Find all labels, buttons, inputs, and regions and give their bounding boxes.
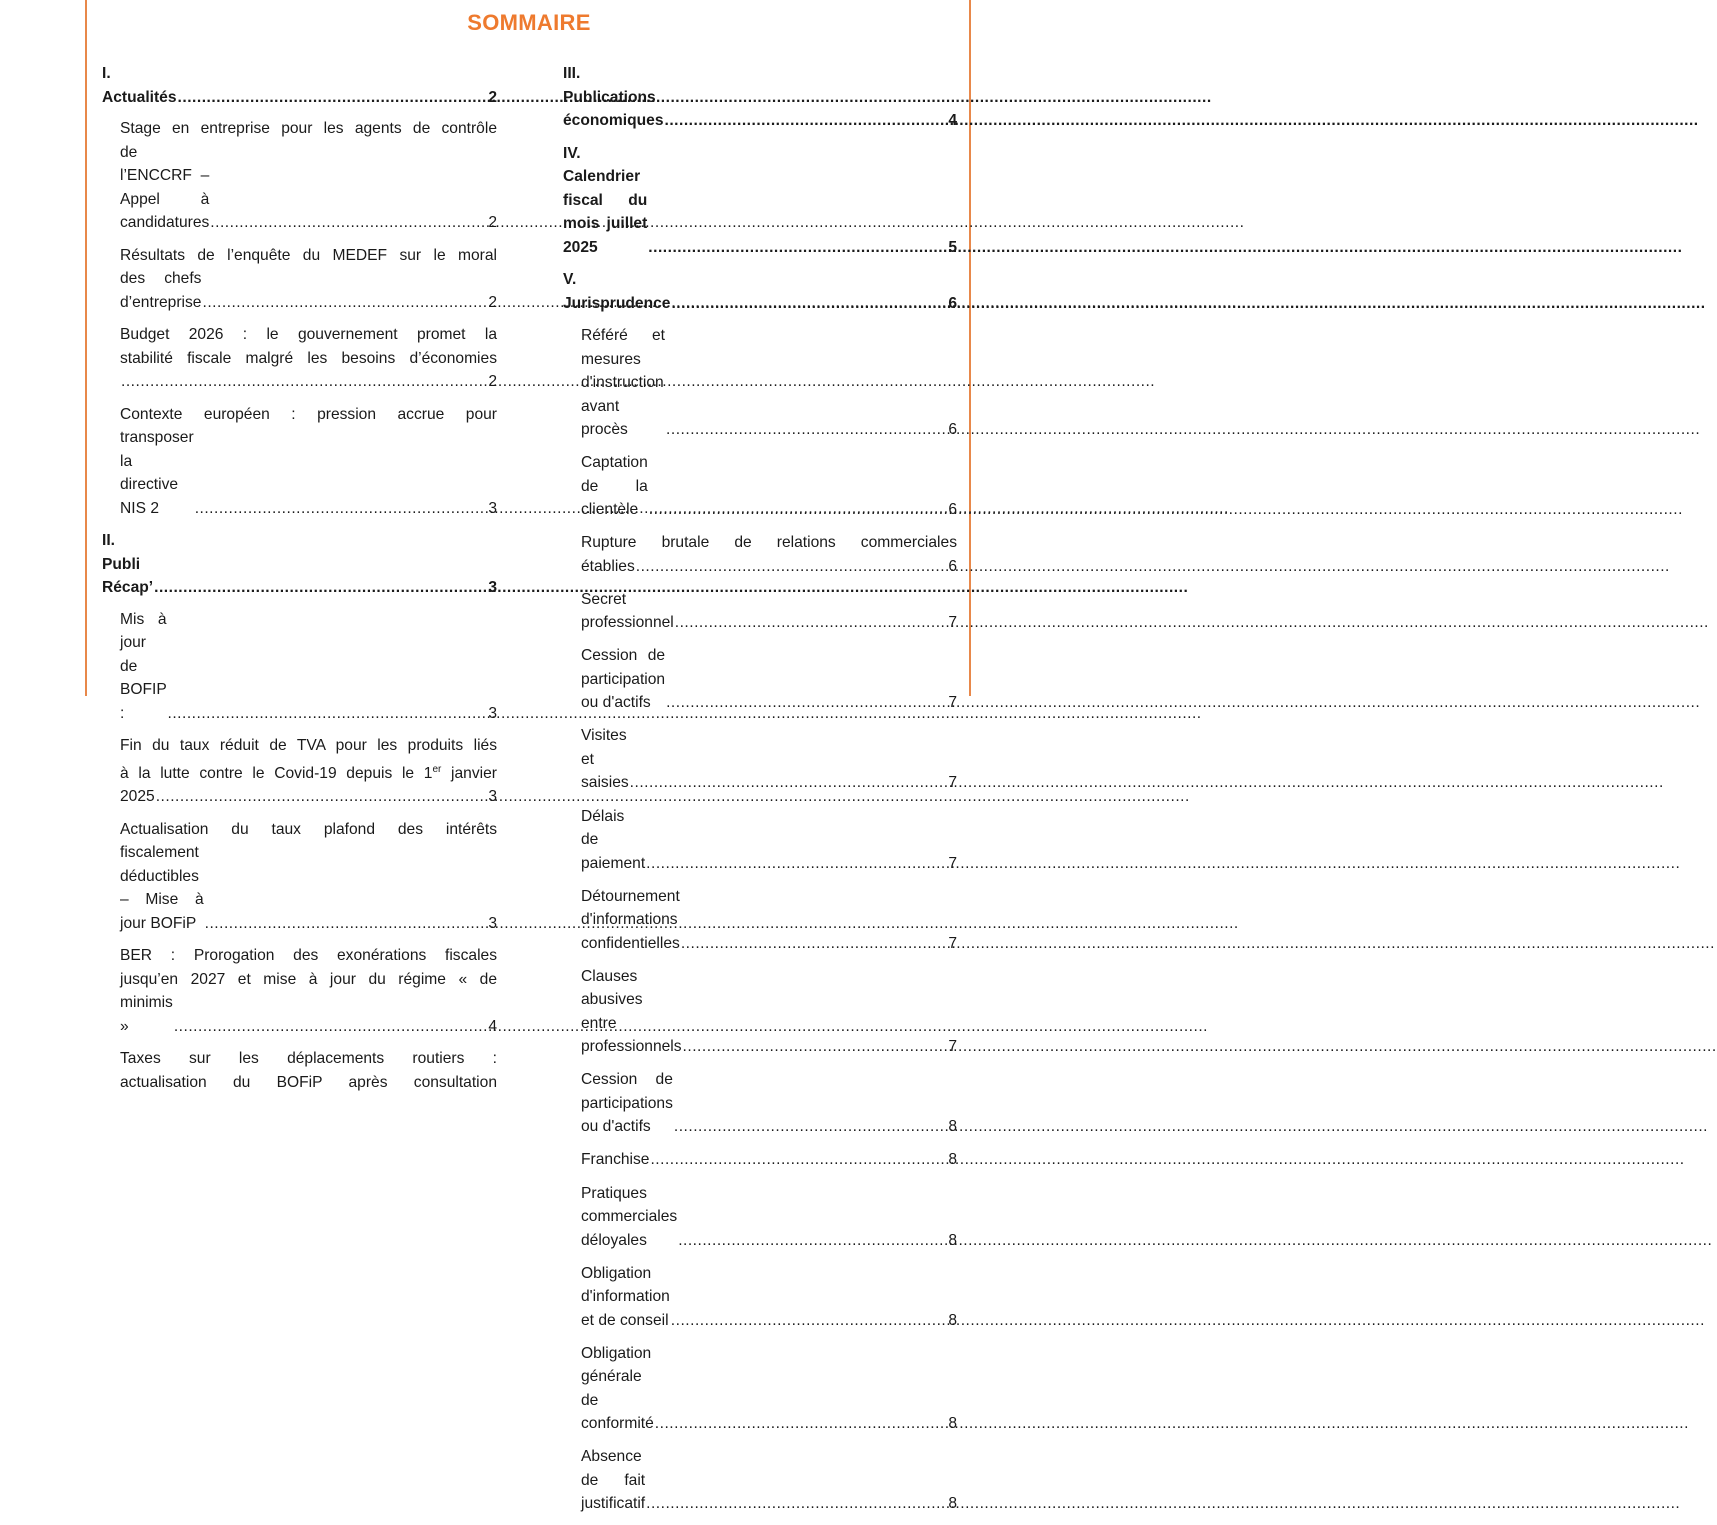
toc-entry-text: Secret professionnel <box>581 590 674 632</box>
page-title: SOMMAIRE <box>467 10 591 35</box>
toc-page-number: 7 <box>948 774 957 792</box>
toc-leader-dots <box>168 702 488 726</box>
toc-entry-text: Obligation d'information et de conseil <box>581 1264 670 1329</box>
toc-entry-line: stabilité fiscale malgré les besoins d’économies <box>120 349 497 367</box>
toc-entry[interactable] <box>102 818 497 936</box>
toc-entry[interactable] <box>102 1047 497 1094</box>
toc-entry[interactable] <box>563 531 957 578</box>
toc-page-number: 6 <box>948 501 957 519</box>
toc-page-number: 2 <box>488 373 497 390</box>
toc-entry[interactable] <box>563 965 957 1059</box>
toc-leader-dots <box>674 1115 947 1139</box>
toc-leader-dots <box>156 785 488 809</box>
toc-page-number: 8 <box>948 1311 957 1329</box>
toc-entry-text: III. Publications économiques <box>563 65 664 129</box>
toc-page-number: 7 <box>948 934 957 952</box>
toc-entry-text: minimis » <box>120 994 173 1035</box>
toc-entry[interactable] <box>102 244 497 315</box>
toc-entry-text: II. Publi Récap’ <box>102 532 154 596</box>
toc-entry-line: BER : Prorogation des exonérations fiscales <box>120 947 497 965</box>
toc-entry-line: Fin du taux réduit de TVA pour les produits liés <box>120 737 497 754</box>
toc-entry-tail <box>581 555 957 579</box>
toc-entry-tail <box>120 841 497 935</box>
toc-entry-tail <box>120 426 497 520</box>
toc-page-number: 6 <box>948 421 957 438</box>
toc-entry-text: fiscalement déductibles – Mise à jour BOFiP <box>120 844 204 932</box>
toc-page-number: 7 <box>948 854 957 872</box>
toc-entry[interactable] <box>102 734 497 809</box>
toc-page-number: 8 <box>948 1118 957 1136</box>
toc-leader-dots <box>666 691 947 715</box>
toc-entry-line: jusqu’en 2027 et mise à jour du régime « de <box>120 970 497 988</box>
toc-entry-text: Franchise <box>581 1151 650 1169</box>
toc-entry-text: Cession de participation ou d'actifs <box>581 647 666 712</box>
toc-page-number: 2 <box>488 214 497 231</box>
toc-page-number: 3 <box>488 788 497 806</box>
toc-entry-text: V. Jurisprudence <box>563 271 671 312</box>
toc-page-number: 4 <box>488 1017 497 1035</box>
toc-leader-dots <box>675 611 948 635</box>
toc-leader-dots <box>681 932 947 956</box>
toc-page-number: 3 <box>488 579 497 596</box>
toc-entry-line: actualisation du BOFiP après consultation <box>120 1073 497 1091</box>
toc-entry-text: Obligation générale de conformité <box>581 1344 654 1433</box>
toc-leader-dots <box>630 771 948 795</box>
toc-leader-dots <box>205 912 488 936</box>
toc-entry[interactable] <box>563 885 957 956</box>
toc-entry[interactable] <box>102 403 497 521</box>
toc-page-number: 3 <box>488 704 497 722</box>
toc-entry[interactable] <box>563 805 957 876</box>
toc-leader-dots <box>650 1148 947 1172</box>
toc-entry[interactable] <box>563 644 957 715</box>
toc-entry[interactable] <box>563 1342 957 1436</box>
toc-page-number: 7 <box>948 614 957 632</box>
toc-page-number: 8 <box>948 1231 957 1249</box>
toc-leader-dots <box>154 576 487 600</box>
toc-leader-dots <box>655 1412 948 1436</box>
toc-page-number: 6 <box>948 294 957 312</box>
toc-entry[interactable] <box>102 608 497 726</box>
toc-leader-dots <box>671 292 947 316</box>
toc-leader-dots <box>649 498 948 522</box>
toc-entry-text: de l’ENCCRF – Appel à candidatures <box>120 143 210 231</box>
toc-page-number: 6 <box>948 557 957 575</box>
toc-entry-text: 2025 <box>120 788 155 806</box>
toc-entry-line: Stage en entreprise pour les agents de contrôle <box>120 120 497 137</box>
toc-entry-line: Budget 2026 : le gouvernement promet la <box>120 326 497 343</box>
toc-entry-text: Délais de paiement <box>581 807 646 872</box>
toc-entry-text: Visites et saisies <box>581 727 629 792</box>
toc-page-number: 3 <box>488 499 497 517</box>
toc-entry-text: Cession de participations ou d'actifs <box>581 1071 673 1136</box>
toc-entry-text: Captation de la clientèle <box>581 454 648 519</box>
toc-page-number: 7 <box>948 694 957 712</box>
toc-entry-tail <box>120 785 497 809</box>
toc-entry-text: des chefs d’entreprise <box>120 270 202 311</box>
toc-entry-line: Taxes sur les déplacements routiers : <box>120 1050 497 1068</box>
toc-entry-line: à la lutte contre le Covid-19 depuis le 1er janvier <box>120 763 497 782</box>
toc-entry[interactable] <box>563 724 957 795</box>
toc-right-column <box>563 62 957 1525</box>
toc-leader-dots <box>178 86 488 110</box>
toc-section[interactable] <box>102 529 497 600</box>
toc-page-number: 2 <box>488 293 497 311</box>
toc-entry-text: IV. Calendrier fiscal du mois juillet 2025 <box>563 144 648 256</box>
toc-section[interactable] <box>563 142 957 260</box>
toc-page-number: 2 <box>488 88 497 106</box>
toc-entry[interactable] <box>102 323 497 394</box>
toc-entry-text: Clauses abusives entre professionnels <box>581 967 682 1056</box>
toc-entry-tail <box>120 267 497 314</box>
toc-section[interactable] <box>563 62 957 133</box>
toc-leader-dots <box>646 852 947 876</box>
toc-entry[interactable] <box>563 324 957 442</box>
toc-entry-tail <box>120 141 497 235</box>
toc-entry[interactable] <box>563 1445 957 1516</box>
toc-leader-dots <box>121 370 487 394</box>
toc-leader-dots <box>678 1229 947 1253</box>
toc-page-number: 8 <box>948 1495 957 1513</box>
toc-leader-dots <box>666 418 947 442</box>
toc-entry[interactable] <box>563 588 957 635</box>
toc-entry[interactable] <box>563 451 957 522</box>
toc-entry-line: Rupture brutale de relations commerciales <box>581 534 957 552</box>
toc-left-column <box>102 62 497 1103</box>
toc-section[interactable] <box>563 268 957 315</box>
toc-entry[interactable] <box>563 1182 957 1253</box>
toc-entry[interactable] <box>563 1068 957 1139</box>
toc-entry-text: transposer la directive NIS 2 <box>120 429 194 517</box>
toc-leader-dots <box>202 291 487 315</box>
toc-page-number: 8 <box>948 1415 957 1433</box>
toc-page-number: 5 <box>948 238 957 256</box>
toc-page-number: 4 <box>948 112 957 129</box>
toc-page-number: 8 <box>948 1151 957 1169</box>
toc-page-number: 7 <box>948 1038 957 1056</box>
toc-entry-text: Pratiques commerciales déloyales <box>581 1184 678 1249</box>
toc-entry-tail <box>120 991 497 1038</box>
toc-entry[interactable] <box>563 1262 957 1333</box>
toc-entry-text: Détournement d'informations confidentielles <box>581 887 680 952</box>
toc-entry[interactable] <box>102 117 497 235</box>
toc-entry-text: I. Actualités <box>102 65 177 106</box>
toc-page-number: 3 <box>488 914 497 932</box>
toc-leader-dots <box>648 236 947 260</box>
toc-leader-dots <box>195 497 488 521</box>
toc-leader-dots <box>665 109 948 133</box>
toc-entry-tail <box>120 370 497 394</box>
toc-entry[interactable] <box>102 944 497 1038</box>
toc-leader-dots <box>174 1015 487 1039</box>
toc-entry-text: établies <box>581 557 635 575</box>
toc-entry-text: Mis à jour de BOFIP : <box>120 610 167 722</box>
toc-section[interactable] <box>102 62 497 109</box>
toc-entry-text: Référé et mesures d'instruction avant procès <box>581 327 666 438</box>
toc-leader-dots <box>646 1492 947 1516</box>
toc-leader-dots <box>210 211 487 235</box>
toc-entry-line: Résultats de l’enquête du MEDEF sur le moral <box>120 246 497 264</box>
toc-entry[interactable] <box>563 1148 957 1172</box>
toc-entry-line: Contexte européen : pression accrue pour <box>120 405 497 423</box>
toc-leader-dots <box>683 1035 948 1059</box>
toc-entry-line: Actualisation du taux plafond des intérêts <box>120 820 497 838</box>
toc-leader-dots <box>636 555 948 579</box>
toc-entry-text: Absence de fait justificatif <box>581 1448 646 1513</box>
toc-leader-dots <box>671 1309 948 1333</box>
